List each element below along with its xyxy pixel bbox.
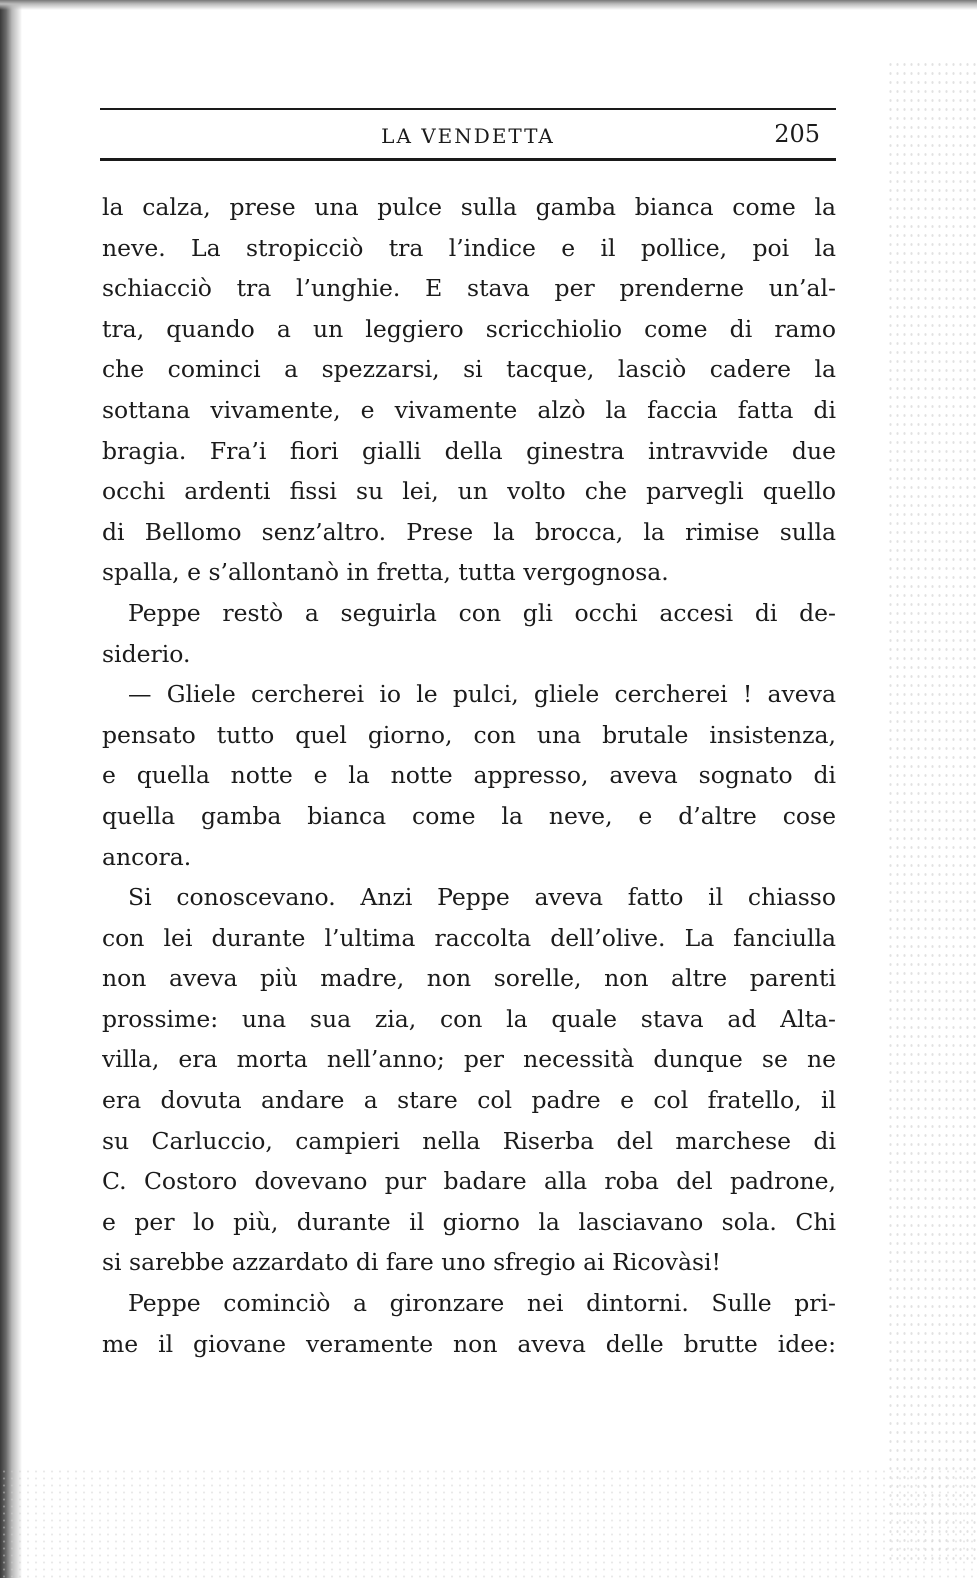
scan-noise-bottom xyxy=(0,1468,977,1578)
text-line: la calza, prese una pulce sulla gamba bianca come la xyxy=(102,193,836,221)
text-line: e quella notte e la notte appresso, aveva sognato di xyxy=(102,761,836,790)
text-line: Peppe restò a seguirla con gli occhi accesi di de- xyxy=(128,598,836,627)
text-line: ancora. xyxy=(102,842,192,871)
text-line: — Gliele cercherei io le pulci, gliele cercherei ! aveva xyxy=(128,680,836,709)
text-line: che cominci a spezzarsi, si tacque, lasciò cadere la xyxy=(102,355,836,384)
header-rule-top xyxy=(100,108,836,110)
header-rule-bottom xyxy=(100,158,836,161)
running-title: LA VENDETTA xyxy=(381,124,555,148)
scan-noise-right xyxy=(887,60,977,1560)
text-line: siderio. xyxy=(102,639,191,668)
scan-edge-top xyxy=(0,0,977,10)
text-line: neve. La stropicciò tra l’indice e il pollice, poi la xyxy=(102,233,836,262)
text-line: villa, era morta nell’anno; per necessità dunque se ne xyxy=(102,1045,836,1074)
text-line: su Carluccio, campieri nella Riserba del marchese di xyxy=(102,1126,836,1155)
text-line: tra, quando a un leggiero scricchiolio come di ramo xyxy=(102,314,836,343)
text-line: si sarebbe azzardato di fare uno sfregio ai Ricovàsi! xyxy=(102,1248,721,1277)
text-line: bragia. Fra’i fiori gialli della ginestra intravvide due xyxy=(102,436,836,465)
text-line: prossime: una sua zia, con la quale stava ad Alta- xyxy=(102,1004,836,1033)
text-line: schiacciò tra l’unghie. E stava per prenderne un’al- xyxy=(102,274,836,303)
running-head xyxy=(100,120,836,152)
page-number: 205 xyxy=(774,120,820,148)
text-line: di Bellomo senz’altro. Prese la brocca, la rimise sulla xyxy=(102,517,836,546)
body-text xyxy=(102,187,836,1364)
text-line: quella gamba bianca come la neve, e d’altre cose xyxy=(102,801,836,830)
text-line: occhi ardenti fissi su lei, un volto che parvegli quello xyxy=(102,477,836,506)
text-line: pensato tutto quel giorno, con una brutale insistenza, xyxy=(102,720,836,749)
scan-edge-left xyxy=(0,0,22,1578)
text-line: con lei durante l’ultima raccolta dell’olive. La fanciulla xyxy=(102,923,836,952)
text-line: non aveva più madre, non sorelle, non altre parenti xyxy=(102,964,836,993)
text-line: Peppe cominciò a gironzare nei dintorni. Sulle pri- xyxy=(128,1289,836,1318)
text-line: Si conoscevano. Anzi Peppe aveva fatto il chiasso xyxy=(128,883,836,912)
text-line: era dovuta andare a stare col padre e col fratello, il xyxy=(102,1086,836,1115)
text-line: e per lo più, durante il giorno la lasciavano sola. Chi xyxy=(102,1207,836,1236)
text-line: sottana vivamente, e vivamente alzò la faccia fatta di xyxy=(102,395,836,424)
text-line: C. Costoro dovevano pur badare alla roba del padrone, xyxy=(102,1167,836,1196)
text-line: me il giovane veramente non aveva delle brutte idee: xyxy=(102,1329,836,1358)
text-line: spalla, e s’allontanò in fretta, tutta vergognosa. xyxy=(102,558,669,587)
